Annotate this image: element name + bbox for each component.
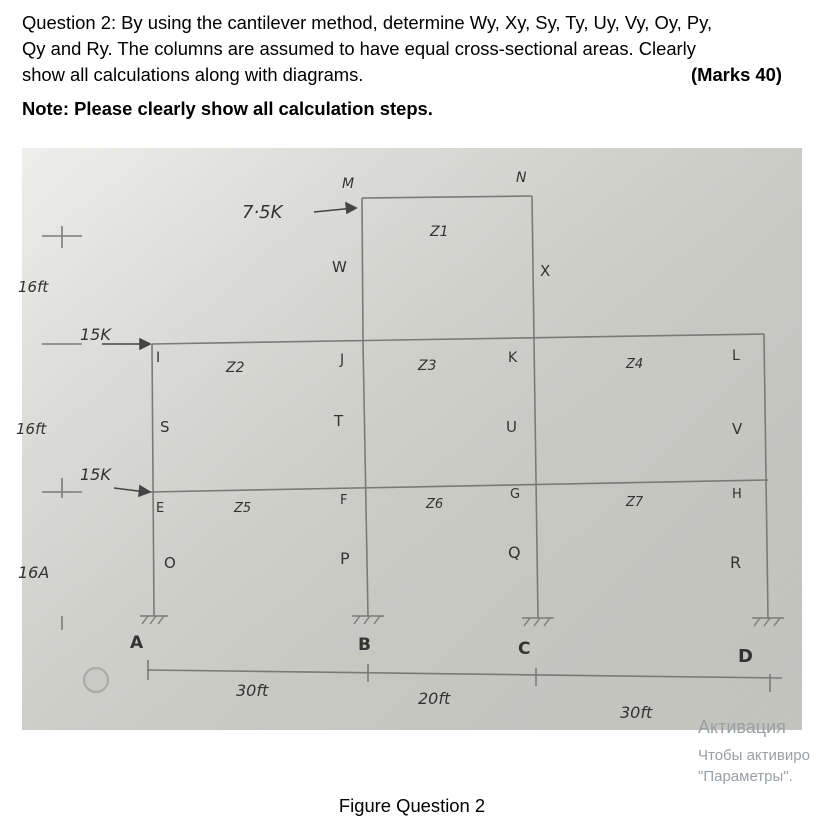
activation-watermark-title: Активация [698,717,786,737]
point-S: S [160,418,170,436]
node-B: B [358,635,371,655]
point-U: U [506,418,517,436]
height-bottom: 16A [18,563,50,582]
point-P: P [340,549,350,568]
node-M: M [342,176,355,192]
node-A: A [130,633,144,653]
question-line-3-text: show all calculations along with diagrams. [22,64,364,85]
span-2: 20ft [418,689,451,708]
question-line-1: Question 2: By using the cantilever method, determine Wy, Xy, Sy, Ty, Uy, Vy, Oy, Py, [22,12,713,33]
load-mid: 15K [80,325,111,344]
marks-label: (Marks 40) [691,64,782,85]
height-mid: 16ft [16,420,47,438]
beam-Z6: Z6 [426,497,444,512]
node-C: C [518,639,531,659]
note-text: Note: Please clearly show all calculation steps. [22,98,433,119]
point-X: X [540,262,551,280]
height-top: 16ft [18,278,49,296]
beam-Z5: Z5 [234,501,252,516]
load-bottom: 15K [80,465,111,484]
node-N: N [516,170,527,186]
node-H: H [732,487,742,502]
beam-Z3: Z3 [418,358,437,374]
beam-Z1: Z1 [430,224,449,240]
node-L: L [732,348,740,364]
point-R: R [730,553,742,572]
point-T: T [334,412,344,430]
span-1: 30ft [236,681,269,700]
point-V: V [732,420,743,438]
node-G: G [510,487,521,502]
question-line-3 [22,62,802,88]
node-I: I [156,350,161,366]
frame-sketch [16,148,802,730]
frame-figure-photo [16,148,802,730]
activation-watermark-line1: Чтобы активиро [698,747,810,764]
hole-punch-icon [84,668,108,692]
question-line-2: Qy and Ry. The columns are assumed to have equal cross-sectional areas. Clearly [22,38,696,59]
node-K: K [508,350,518,366]
point-Q: Q [508,543,521,562]
node-F: F [340,493,348,508]
node-D: D [738,646,753,667]
span-3: 30ft [620,703,653,722]
question-text [22,10,802,88]
point-O: O [164,554,176,572]
node-J: J [340,352,345,368]
point-W: W [332,258,347,276]
figure-caption: Figure Question 2 [338,795,486,816]
load-top: 7·5K [242,202,283,223]
node-E: E [156,501,165,516]
beam-Z7: Z7 [626,495,644,510]
beam-Z4: Z4 [626,357,644,372]
activation-watermark-line2: "Параметры". [698,768,793,785]
beam-Z2: Z2 [226,360,245,376]
